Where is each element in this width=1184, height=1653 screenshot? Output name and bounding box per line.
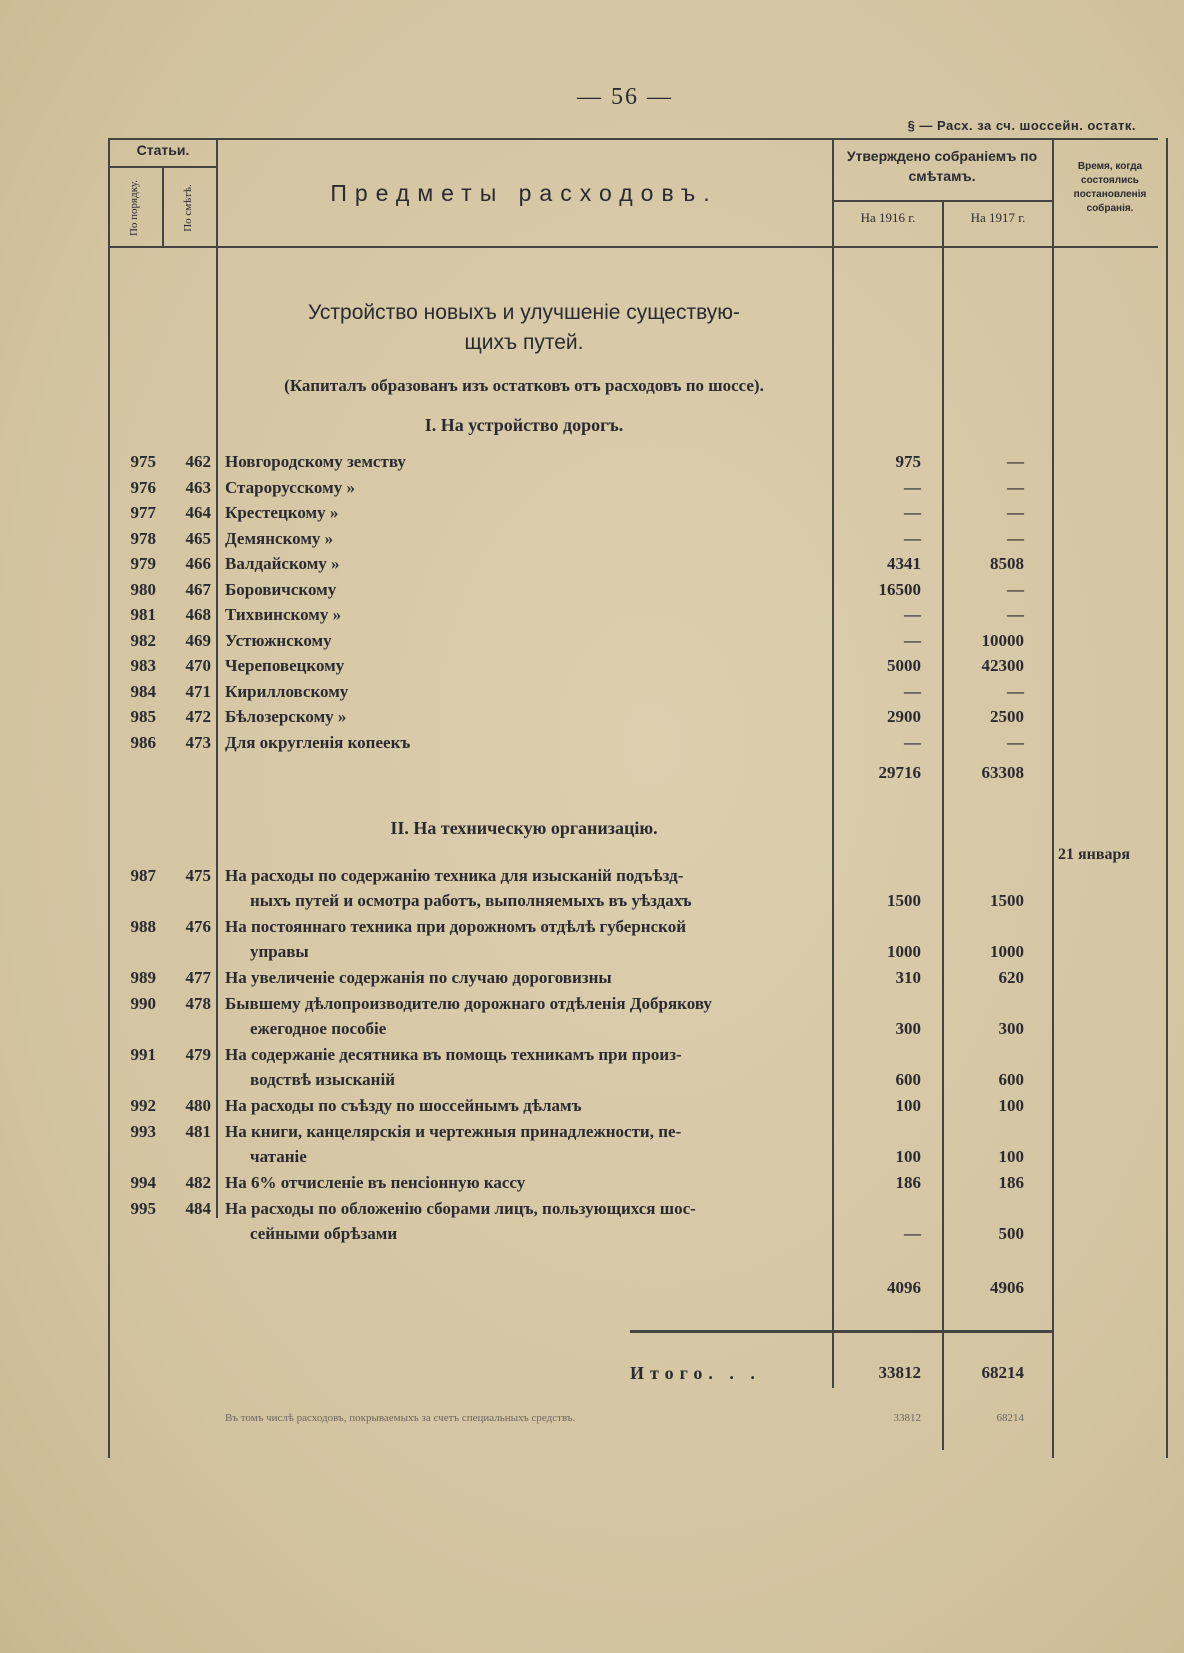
row-number: 990	[130, 994, 156, 1013]
row-number: 993	[130, 1122, 156, 1141]
header-stati: Статьи.	[136, 142, 190, 158]
row-name-continuation: сейными обрѣзами	[250, 1224, 398, 1243]
value-1916: 4341	[887, 554, 921, 573]
estimate-number: 467	[185, 579, 211, 599]
row-number: 987	[130, 866, 156, 885]
table-top-border	[108, 138, 1158, 140]
estimate-number: 466	[185, 554, 211, 573]
value-1917: —	[1007, 503, 1024, 522]
estimate-number: 481	[185, 1122, 211, 1141]
value-1917: —	[1007, 477, 1024, 497]
sub2-total-1916: 4096	[887, 1278, 921, 1297]
row-name: Кирилловскому	[225, 681, 349, 701]
table-row	[110, 503, 1184, 527]
sub1-total-1916: 29716	[878, 763, 921, 782]
header-predmety: Предметы расходовъ.	[330, 180, 718, 206]
row-number: 988	[130, 917, 156, 936]
table-row	[110, 733, 1184, 757]
row-name: На книги, канцелярскія и чертежныя принадлежности, пе-	[225, 1122, 682, 1141]
value-1916: 5000	[887, 656, 921, 675]
row-name: Боровичскому	[225, 579, 337, 599]
table-row	[110, 631, 1184, 655]
row-number: 982	[130, 630, 156, 650]
value-1916: 1000	[887, 942, 921, 961]
special-funds-1916: 33812	[893, 1412, 921, 1424]
table-row	[110, 866, 1184, 916]
row-number: 980	[130, 579, 156, 599]
value-1916: 310	[895, 968, 921, 987]
value-1916: —	[904, 477, 921, 497]
table-row	[110, 707, 1184, 731]
value-1917: —	[1007, 681, 1024, 701]
value-1917: 600	[998, 1070, 1024, 1089]
value-1917: 300	[998, 1019, 1024, 1038]
value-1917: —	[1007, 528, 1024, 548]
value-1917: 500	[998, 1224, 1024, 1243]
grand-total-row	[110, 1363, 1184, 1387]
header-po-smete: По смѣтѣ.	[182, 184, 194, 232]
row-name: Тихвинскому »	[225, 605, 342, 624]
header-po-poryadku: По порядку.	[128, 179, 140, 237]
table-row	[110, 968, 1184, 993]
estimate-number: 463	[185, 477, 211, 497]
row-name: На постояннаго техника при дорожномъ отдѣлѣ губернской	[225, 917, 687, 936]
estimate-number: 479	[185, 1045, 211, 1064]
value-1916: 100	[895, 1147, 921, 1166]
estimate-number: 477	[185, 968, 211, 987]
value-1916: —	[904, 1224, 921, 1243]
special-funds-label: Въ томъ числѣ расходовъ, покрываемыхъ за счетъ специальныхъ средствъ.	[225, 1412, 576, 1424]
estimate-number: 464	[185, 503, 211, 522]
resolution-date: 21 января	[1058, 846, 1131, 863]
estimate-number: 470	[185, 656, 211, 675]
table-row	[110, 1122, 1184, 1172]
table-row	[110, 1173, 1184, 1198]
row-name: На содержаніе десятника въ помощь техникамъ при произ-	[225, 1045, 682, 1064]
table-row	[110, 994, 1184, 1044]
subsection-1-title: I. На устройство дорогъ.	[424, 415, 624, 435]
section-title-line1: Устройство новыхъ и улучшеніе существую-	[307, 301, 741, 324]
row-name: На увеличеніе содержанія по случаю дороговизны	[225, 968, 612, 987]
row-number: 977	[130, 503, 156, 522]
special-funds-1917: 68214	[996, 1412, 1024, 1424]
row-name: На расходы по обложенію сборами лицъ, пользующихся шос-	[225, 1199, 696, 1218]
section-title	[216, 298, 832, 358]
table-right-border	[1166, 138, 1168, 1458]
row-number: 984	[130, 681, 156, 701]
row-name: Череповецкому	[225, 656, 345, 675]
estimate-number: 478	[185, 994, 211, 1013]
value-1917: —	[1007, 579, 1024, 599]
row-number: 976	[130, 477, 156, 497]
grand-total-1917: 68214	[981, 1363, 1024, 1382]
value-1916: 600	[895, 1070, 921, 1089]
row-name: Для округленія копеекъ	[225, 732, 411, 752]
table-row	[110, 1045, 1184, 1095]
estimate-number: 480	[185, 1096, 211, 1115]
value-1916: —	[904, 732, 921, 752]
table-row	[110, 682, 1184, 706]
header-approved: Утверждено собраніемъ по смѣтамъ.	[846, 148, 1038, 184]
total-rule	[630, 1330, 1052, 1333]
value-1916: 186	[895, 1173, 921, 1192]
estimate-number: 482	[185, 1173, 211, 1192]
value-1916: —	[904, 528, 921, 548]
value-1917: —	[1007, 452, 1024, 471]
row-number: 978	[130, 528, 156, 548]
stati-divider	[108, 166, 216, 168]
value-1916: 100	[895, 1096, 921, 1115]
value-1917: 8508	[990, 554, 1024, 573]
value-1917: 100	[998, 1096, 1024, 1115]
estimate-number: 475	[185, 866, 211, 885]
value-1917: 100	[998, 1147, 1024, 1166]
row-number: 991	[130, 1045, 156, 1064]
row-number: 994	[130, 1173, 156, 1192]
value-1916: 1500	[887, 891, 921, 910]
table-row	[110, 1096, 1184, 1121]
row-name: Бывшему дѣлопроизводителю дорожнаго отдѣленія Добрякову	[225, 994, 712, 1013]
row-name-continuation: водствѣ изысканій	[250, 1070, 395, 1089]
table-left-border	[108, 138, 110, 1458]
row-name-continuation: управы	[250, 942, 309, 961]
row-name: Крестецкому »	[225, 503, 339, 522]
estimate-number: 473	[185, 732, 211, 752]
subsection-1-total	[110, 763, 1184, 787]
table-row	[110, 452, 1184, 476]
value-1916: 975	[895, 452, 921, 471]
table-row	[110, 605, 1184, 629]
row-name: Устюжнскому	[225, 630, 332, 650]
value-1916: —	[904, 605, 921, 624]
row-number: 983	[130, 656, 156, 675]
header-year-1916: На 1916 г.	[860, 210, 916, 225]
value-1917: 620	[998, 968, 1024, 987]
value-1917: 2500	[990, 707, 1024, 726]
row-name-continuation: чатаніе	[250, 1147, 307, 1166]
estimate-number: 476	[185, 917, 211, 936]
section-title-line2: щихъ путей.	[464, 331, 584, 354]
section-mark: § — Расх. за сч. шоссейн. остатк.	[907, 118, 1136, 133]
value-1917: 10000	[981, 630, 1024, 650]
value-1917: —	[1007, 732, 1024, 752]
value-1917: 1000	[990, 942, 1024, 961]
row-name-continuation: ежегодное пособіе	[250, 1019, 387, 1038]
col-divider-1	[162, 166, 164, 246]
row-name: На расходы по содержанію техника для изысканій подъѣзд-	[225, 866, 684, 885]
value-1916: 300	[895, 1019, 921, 1038]
estimate-number: 469	[185, 630, 211, 650]
page-number: — 56 —	[577, 84, 673, 110]
value-1916: —	[904, 503, 921, 522]
value-1916: —	[904, 681, 921, 701]
subsection-2-title: II. На техническую организацію.	[390, 818, 658, 838]
header-time: Время, когда состоялись постановленія собранія.	[1073, 161, 1147, 214]
header-year-1917: На 1917 г.	[970, 210, 1026, 225]
grand-total-1916: 33812	[878, 1363, 921, 1382]
table-row	[110, 478, 1184, 502]
row-name: Новгородскому земству	[225, 452, 406, 471]
value-1917: —	[1007, 605, 1024, 624]
value-1917: 186	[998, 1173, 1024, 1192]
row-number: 986	[130, 732, 156, 752]
estimate-number: 471	[185, 681, 211, 701]
row-name: Демянскому »	[225, 528, 334, 548]
value-1916: 2900	[887, 707, 921, 726]
row-number: 979	[130, 554, 156, 573]
estimate-number: 472	[185, 707, 211, 726]
row-number: 981	[130, 605, 156, 624]
special-funds-row	[110, 1412, 1184, 1436]
estimate-number: 465	[185, 528, 211, 548]
table-row	[110, 580, 1184, 604]
value-1917: 1500	[990, 891, 1024, 910]
row-number: 992	[130, 1096, 156, 1115]
estimate-number: 462	[185, 452, 211, 471]
estimate-number: 468	[185, 605, 211, 624]
row-name: Бѣлозерскому »	[225, 707, 347, 726]
row-name: На расходы по съѣзду по шоссейнымъ дѣламъ	[225, 1096, 582, 1115]
estimate-number: 484	[185, 1199, 211, 1218]
table-row	[110, 656, 1184, 680]
col-divider-4	[1052, 138, 1054, 1458]
row-number: 989	[130, 968, 156, 987]
row-number: 995	[130, 1199, 156, 1218]
grand-total-label: Итого. . .	[630, 1363, 761, 1383]
value-1916: —	[904, 630, 921, 650]
section-subtitle: (Капиталъ образованъ изъ остатковъ отъ расходовъ по шоссе).	[284, 376, 764, 395]
table-row	[110, 529, 1184, 553]
row-name: На 6% отчисленіе въ пенсіонную кассу	[225, 1173, 526, 1192]
header-bottom-border	[108, 246, 1158, 248]
row-name-continuation: ныхъ путей и осмотра работъ, выполняемыхъ въ уѣздахъ	[250, 891, 692, 910]
row-name: Старорусскому »	[225, 477, 355, 497]
row-number: 985	[130, 707, 156, 726]
row-name: Валдайскому »	[225, 554, 340, 573]
subsection-2-total	[110, 1278, 1184, 1302]
value-1916: 16500	[878, 579, 921, 599]
table-row	[110, 1199, 1184, 1249]
col-divider-5	[942, 200, 944, 1450]
sub1-total-1917: 63308	[981, 763, 1024, 782]
row-number: 975	[130, 452, 156, 471]
table-row	[110, 554, 1184, 578]
sub2-total-1917: 4906	[990, 1278, 1024, 1297]
value-1917: 42300	[981, 656, 1024, 675]
table-row	[110, 917, 1184, 967]
